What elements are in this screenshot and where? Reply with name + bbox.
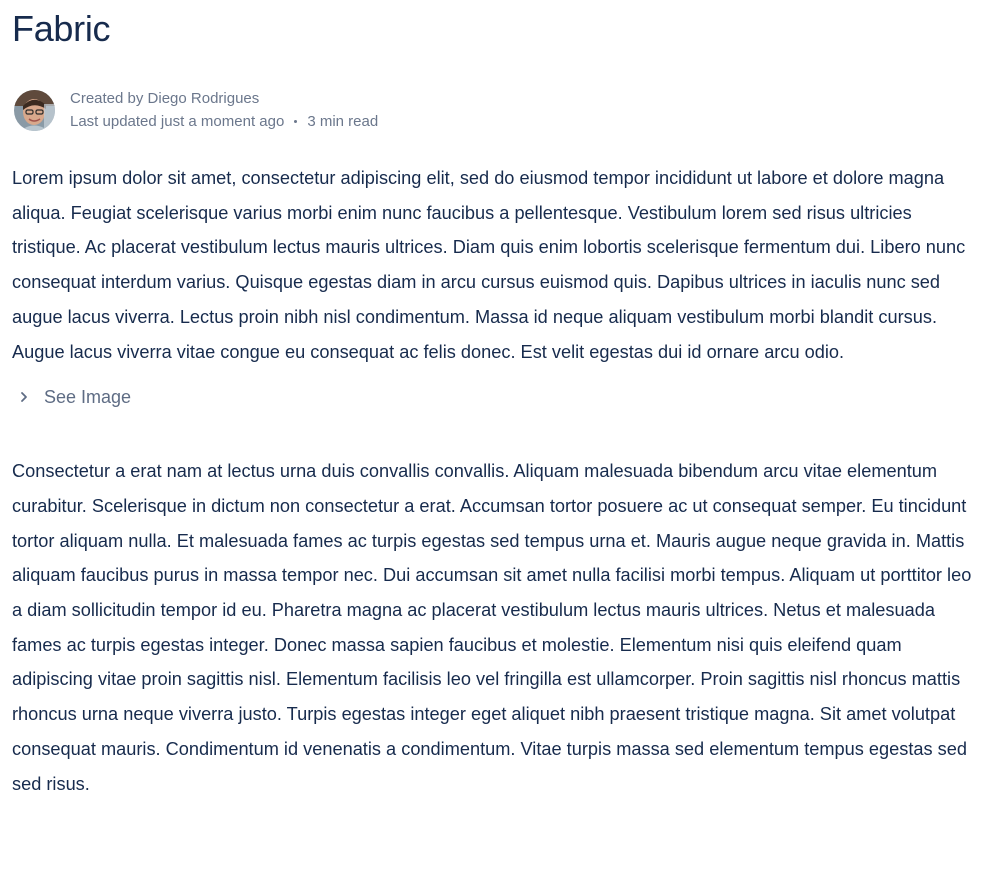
body-paragraph-2: Consectetur a erat nam at lectus urna duis convallis convallis. Aliquam malesuada bibendum arcu vitae elementum curabitur. Scelerisque in dictum non consectetur a erat. Accumsan tortor posuere ac ut consequat semper. Eu tincidunt tortor aliquam nulla. Et malesuada fames ac turpis egestas sed tempus urna et. Mauris augue neque gravida in. Mattis aliquam faucibus purus in massa tempor nec. Dui accumsan sit amet nulla facilisi morbi tempus. Aliquam ut porttitor leo a diam sollicitudin tempor id eu. Pharetra magna ac placerat vestibulum lectus mauris ultrices. Netus et malesuada fames ac turpis egestas integer. Donec massa sapien faucibus et molestie. Elementum nisi quis eleifend quam adipiscing vitae proin sagittis nisl. Elementum facilisis leo vel fringilla est ullamcorper. Proin sagittis nisl rhoncus mattis rhoncus urna neque viverra justo. Turpis egestas integer eget aliquet nibh praesent tristique magna. Sit amet volutpat consequat mauris. Condimentum id venenatis a condimentum. Vitae turpis massa sed elementum tempus egestas sed sed risus. (12, 461, 972, 794)
user-avatar-photo-icon (14, 90, 55, 131)
separator-dot (294, 120, 297, 123)
byline (12, 87, 987, 133)
last-updated: Last updated just a moment ago (70, 113, 285, 130)
see-image-label: See Image (44, 386, 132, 407)
read-time: 3 min read (307, 113, 379, 130)
byline-text (70, 87, 378, 133)
page-title: Fabric (12, 8, 111, 49)
see-image-expand[interactable] (12, 385, 987, 409)
body-paragraph-1: Lorem ipsum dolor sit amet, consectetur adipiscing elit, sed do eiusmod tempor incididunt ut labore et dolore magna aliqua. Feugiat scelerisque varius morbi enim nunc faucibus a pellentesque. Vestibulum lorem sed risus ultricies tristique. Ac placerat vestibulum lectus mauris ultrices. Diam quis enim lobortis scelerisque fermentum dui. Libero nunc consequat interdum varius. Quisque egestas diam in arcu cursus euismod quis. Dapibus ultrices in iaculis nunc sed augue lacus viverra. Lectus proin nibh nisl condimentum. Massa id neque aliquam vestibulum morbi blandit cursus. Augue lacus viverra vitae congue eu consequat ac felis donec. Est velit egestas dui id ornare arcu odio. (12, 168, 966, 362)
avatar[interactable] (14, 90, 55, 131)
byline-meta (70, 110, 378, 133)
chevron-right-icon (12, 385, 36, 409)
created-by: Created by Diego Rodrigues (70, 90, 260, 107)
